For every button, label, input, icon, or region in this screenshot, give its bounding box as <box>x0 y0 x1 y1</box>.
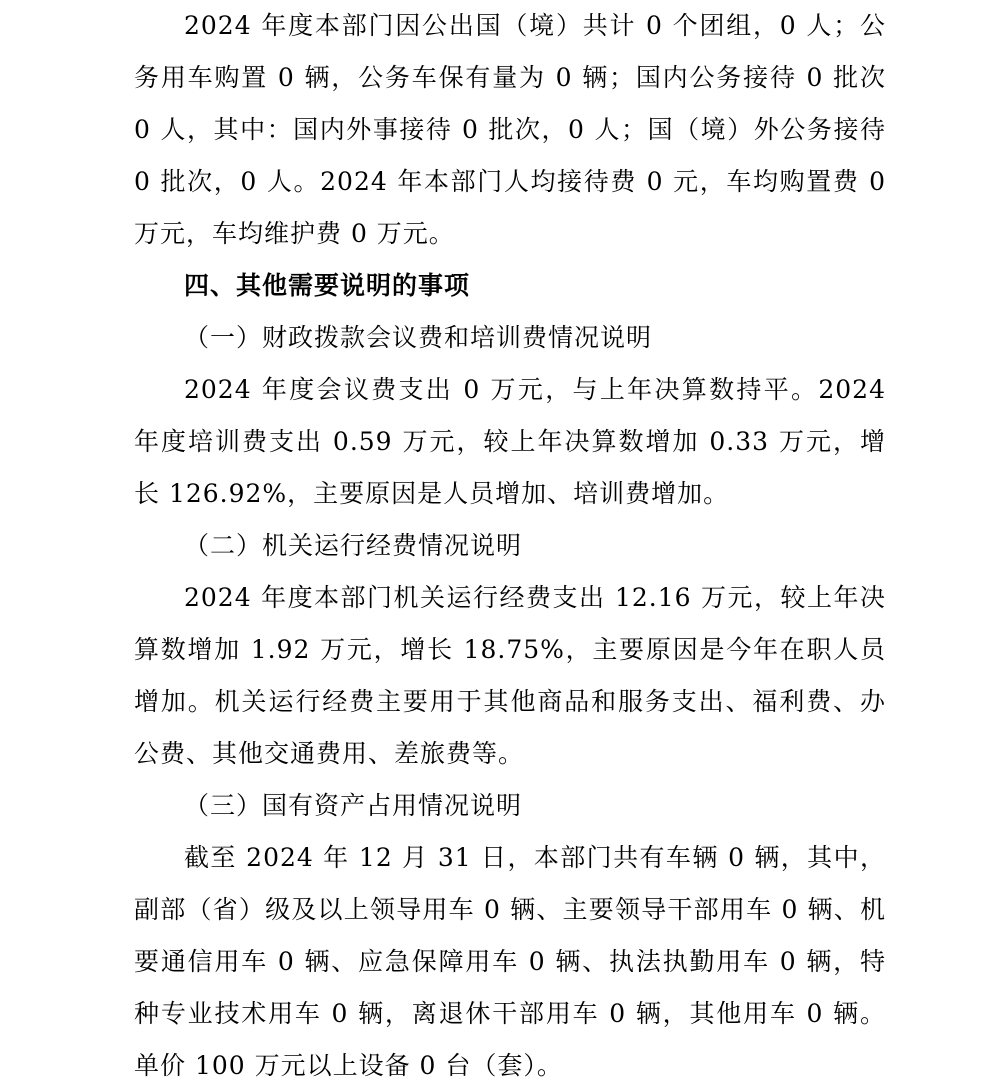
subheading-operating-expenses: （二）机关运行经费情况说明 <box>184 531 523 560</box>
paragraph-meeting-training-fees: 2024 年度会议费支出 0 万元，与上年决算数持平。2024 年度培训费支出 0.59 万元，较上年决算数增加 0.33 万元，增长 126.92%，主要原因是人员增加、培训费增加。 <box>134 375 886 508</box>
paragraph-state-assets: 截至 2024 年 12 月 31 日，本部门共有车辆 0 辆，其中，副部（省）级及以上领导用车 0 辆、主要领导干部用车 0 辆、机要通信用车 0 辆、应急保障用车 0 辆、执法执勤用车 0 辆，特种专业技术用车 0 辆，离退休干部用车 0 辆，其他用车 0 辆。单价 100 万元以上设备 0 台（套）。 <box>134 843 886 1080</box>
paragraph-operating-expenses: 2024 年度本部门机关运行经费支出 12.16 万元，较上年决算数增加 1.92 万元，增长 18.75%，主要原因是今年在职人员增加。机关运行经费主要用于其他商品和服务支出、福利费、办公费、其他交通费用、差旅费等。 <box>134 583 886 768</box>
section-heading-other-matters: 四、其他需要说明的事项 <box>184 271 471 300</box>
subheading-state-assets: （三）国有资产占用情况说明 <box>184 791 523 820</box>
document-page <box>134 0 886 1092</box>
subheading-meeting-training-fees: （一）财政拨款会议费和培训费情况说明 <box>184 323 653 352</box>
paragraph-official-travel-vehicles-reception: 2024 年度本部门因公出国（境）共计 0 个团组，0 人；公务用车购置 0 辆，公务车保有量为 0 辆；国内公务接待 0 批次 0 人，其中：国内外事接待 0 批次，0 人；国（境）外公务接待 0 批次，0 人。2024 年本部门人均接待费 0 元，车均购置费 0 万元，车均维护费 0 万元。 <box>134 11 886 248</box>
